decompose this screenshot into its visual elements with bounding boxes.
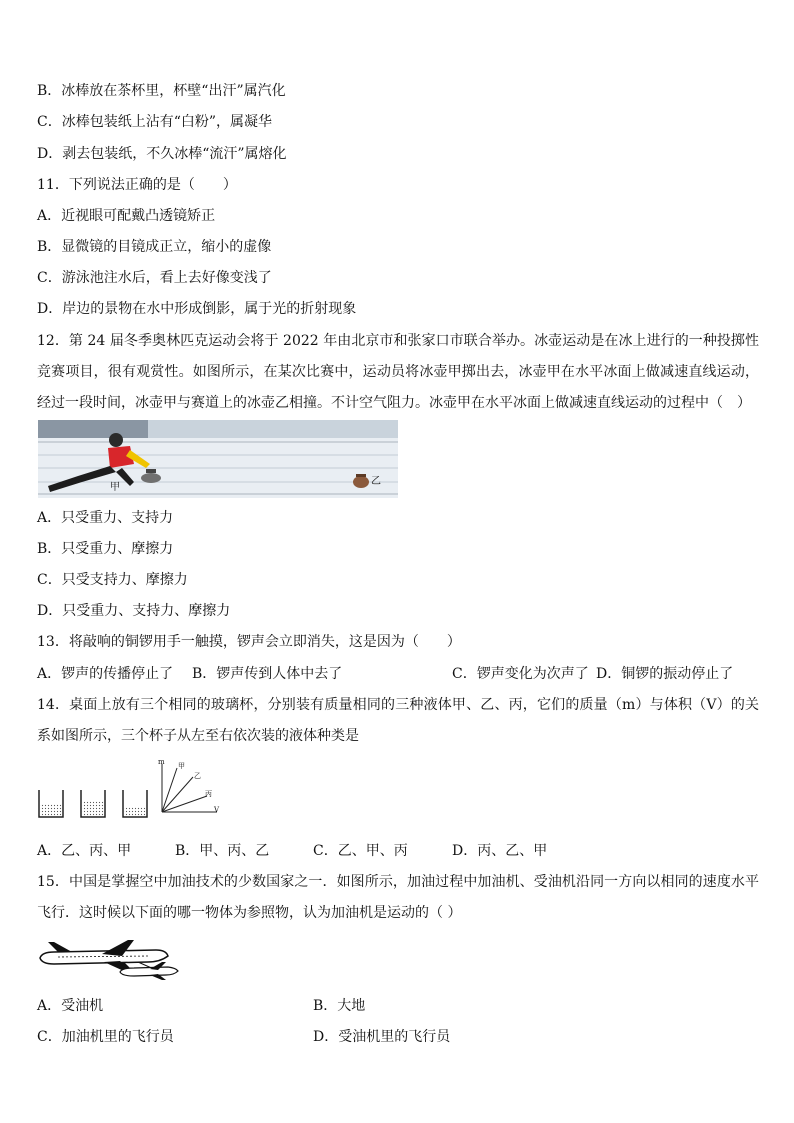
q11-option-a: A．近视眼可配戴凸透镜矫正 [37, 208, 216, 224]
graph-v-label: V [214, 806, 220, 814]
q14-option-b: B．甲、丙、乙 [175, 843, 270, 859]
q12-option-c: C．只受支持力、摩擦力 [37, 572, 188, 588]
q10-option-c: C．冰棒包装纸上沾有“白粉”，属凝华 [37, 114, 273, 130]
graph-m-label: m [158, 758, 165, 766]
q13-option-d: D．铜锣的振动停止了 [596, 666, 734, 682]
q11-stem: 11．下列说法正确的是（ ） [37, 177, 237, 193]
stone-jia-label: 甲 [110, 482, 120, 493]
graph-yi-label: 乙 [194, 772, 201, 780]
q12-option-d: D．只受重力、支持力、摩擦力 [37, 603, 231, 619]
q13-option-c: C．锣声变化为次声了 [452, 666, 589, 682]
q12-option-a: A．只受重力、支持力 [37, 510, 174, 526]
q11-option-b: B．显微镜的目镜成正立，缩小的虚像 [37, 239, 272, 255]
q15-option-a: A．受油机 [37, 998, 104, 1014]
graph-jia-label: 甲 [178, 762, 185, 770]
q10-option-b: B．冰棒放在茶杯里，杯壁“出汗”属汽化 [37, 83, 286, 99]
q13-option-b: B．锣声传到人体中去了 [192, 666, 343, 682]
q15-stem: 15．中国是掌握空中加油技术的少数国家之一．如图所示，加油过程中加油机、受油机沿同一方向以相同的速度水平飞行．这时候以下面的哪一物体为参照物，认为加油机是运动的（ ） [37, 874, 759, 921]
q14-option-c: C．乙、甲、丙 [313, 843, 408, 859]
q15-option-d: D．受油机里的飞行员 [313, 1029, 451, 1045]
q11-option-d: D．岸边的景物在水中形成倒影，属于光的折射现象 [37, 301, 357, 317]
three-beakers-figure [38, 786, 150, 820]
stone-yi-label: 乙 [371, 476, 381, 487]
q11-option-c: C．游泳池注水后，看上去好像变浅了 [37, 270, 272, 286]
q14-option-d: D．丙、乙、甲 [452, 843, 548, 859]
q12-option-b: B．只受重力、摩擦力 [37, 541, 174, 557]
q14-stem: 14．桌面上放有三个相同的玻璃杯，分别装有质量相同的三种液体甲、乙、丙，它们的质量（m）与体积（V）的关系如图所示，三个杯子从左至右依次装的液体种类是 [37, 697, 759, 744]
q12-stem: 12．第 24 届冬季奥林匹克运动会将于 2022 年由北京市和张家口市联合举办。冰壶运动是在冰上进行的一种投掷性竞赛项目，很有观赏性。如图所示，在某次比赛中，运动员将冰壶甲掷出去，冰壶甲在水平冰面上做减速直线运动，经过一段时间，冰壶甲与赛道上的冰壶乙相撞。不计空气阻力。冰壶甲在水平冰面上做减速直线运动的过程中（ ） [37, 333, 759, 411]
q15-option-c: C．加油机里的飞行员 [37, 1029, 174, 1045]
q15-option-b: B．大地 [313, 998, 366, 1014]
curling-figure [38, 420, 398, 498]
graph-bing-label: 丙 [205, 790, 212, 798]
aerial-refueling-figure [38, 936, 180, 980]
q13-stem: 13．将敲响的铜锣用手一触摸，锣声会立即消失，这是因为（ ） [37, 634, 461, 650]
q13-option-a: A．锣声的传播停止了 [37, 666, 174, 682]
q14-option-a: A．乙、丙、甲 [37, 843, 132, 859]
q10-option-d: D．剥去包装纸，不久冰棒“流汗”属熔化 [37, 146, 287, 162]
